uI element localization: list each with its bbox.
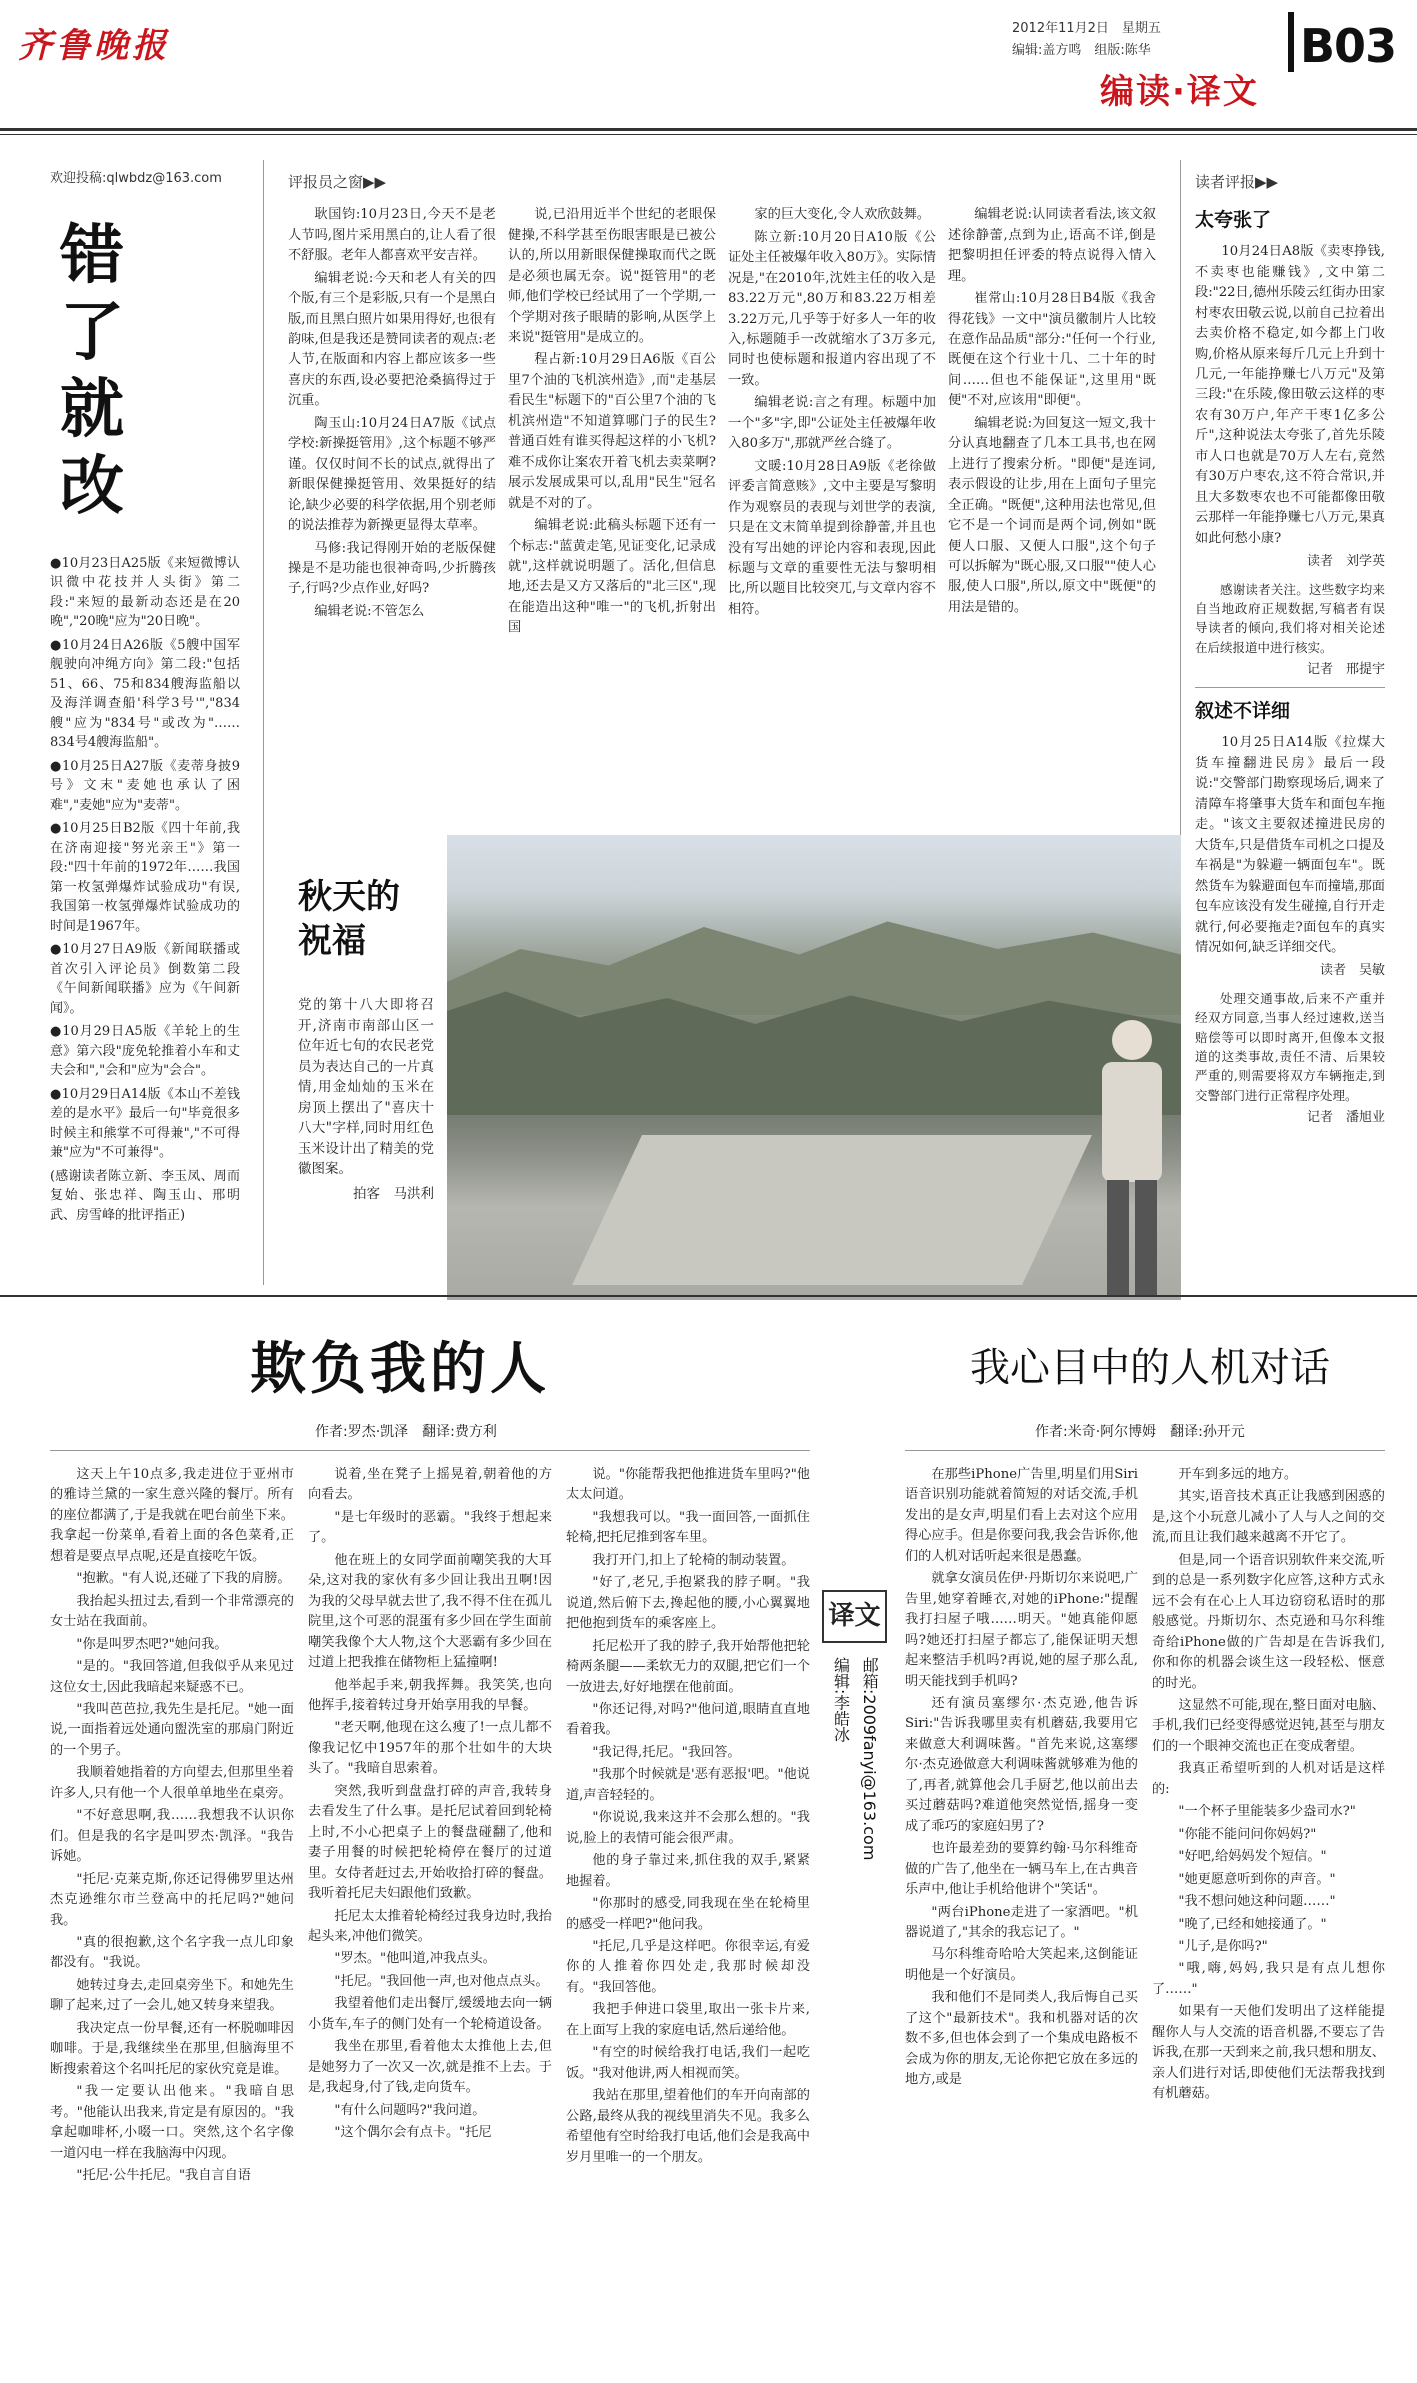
mountain-shape	[447, 905, 1181, 1015]
article2-title: 我心目中的人机对话	[970, 1345, 1330, 1391]
paragraph: 也许最差劲的要算约翰·马尔科维奇做的广告了,他坐在一辆马车上,在古典音乐声中,他让手机给他讲个"笑话"。	[905, 1841, 1138, 1898]
paragraph: 托尼松开了我的脖子,我开始帮他把轮椅两条腿——柔软无力的双腿,把它们一个一放进去,好好地摆在他前面。	[566, 1638, 810, 1695]
section-title: 编读·译文	[1100, 72, 1259, 112]
correction-item: (感谢读者陈立新、李玉凤、周而复始、张忠祥、陶玉山、邢明武、房雪峰的批评指正)	[50, 1168, 240, 1223]
paragraph: 如果有一天他们发明出了这样能提醒你人与人交流的语音机器,不要忘了告诉我,在那一天到来之前,我只想和朋友、亲人们进行对话,即使他们无法帮我找到有机蘑菇。	[1152, 2004, 1385, 2102]
caption-text: 党的第十八大即将召开,济南市南部山区一位年近七旬的农民老党员为表达自己的一片真情,用金灿灿的玉米在房顶上摆出了"喜庆十八大"字样,同时用红色玉米设计出了精美的党徽图案。	[298, 997, 434, 1178]
paragraph: 我决定点一份早餐,还有一杯脱咖啡因咖啡。于是,我继续坐在那里,但脑海里不断搜索着这个名叫托尼的家伙究竟是谁。	[50, 2020, 294, 2077]
paragraph: "儿子,是你吗?"	[1178, 1938, 1268, 1954]
paragraph: 他的身子靠过来,抓住我的双手,紧紧地握着。	[566, 1853, 810, 1889]
paragraph: "我想我可以。"我一面回答,一面抓住轮椅,把托尼推到客车里。	[566, 1509, 810, 1546]
paragraph: "你说说,我来这并不会那么想的。"我说,脸上的表情可能会很严肃。	[566, 1810, 810, 1846]
reader-kicker: 读者评报▶▶	[1195, 173, 1279, 191]
divider	[0, 1295, 1417, 1297]
reader-item1-signature: 读者 刘学英	[1306, 554, 1385, 570]
reader-item1-reporter: 记者 邢提宇	[1306, 662, 1385, 678]
paragraph: 我站在那里,望着他们的车开向南部的公路,最终从我的视线里消失不见。我多么希望他有空时给我打电话,他们会是我高中岁月里唯一的一个朋友。	[566, 2088, 810, 2165]
reader-item2-reply	[1195, 989, 1385, 1105]
review-kicker: 评报员之窗▶▶	[288, 173, 387, 191]
paragraph: 我望着他们走出餐厅,缓缓地去向一辆小货车,车子的侧门处有一个轮椅道设备。	[308, 1996, 552, 2032]
paragraph: "有什么问题吗?"我问道。	[334, 2102, 486, 2118]
paragraph: "是七年级时的恶霸。"我终于想起来了。	[308, 1509, 552, 1546]
article2-body	[905, 1465, 1385, 2365]
paragraph: "我那个时候就是'恶有恶报'吧。"他说道,声音轻轻的。	[566, 1767, 810, 1803]
paragraph: 编辑老说:为回复这一短文,我十分认真地翻查了几本工具书,也在网上进行了搜索分析。"即便"是连词,表示假设的让步,用在上面句子里完全正确。"既便",这种用法也常见,但它不是一个词而是两个词,例如"既便人口服、又便人口服",这个句子可以拆解为"既心服,又口服""使人心服,使人口服",所以,原文中"既便"的用法是错的。	[948, 415, 1156, 615]
paragraph: 就拿女演员佐伊·丹斯切尔来说吧,广告里,她穿着睡衣,对她的iPhone:"提醒我打扫屋子哦……明天。"她真能仰愿吗?她还打扫屋子都忘了,能保证明天想起来整洁手机吗?再说,她的屋子那么乱,明天能找到手机吗?	[905, 1571, 1138, 1689]
divider	[263, 160, 264, 1285]
paragraph: 陶玉山:10月24日A7版《试点学校:新操挺管用》,这个标题不够严谨。仅仅时间不长的试点,就得出了新眼保健操挺管用、效果挺好的结论,缺少必要的科学依据,用个别老师的说法推荐为新操更显得太草率。	[288, 415, 496, 534]
page-number-bar	[1288, 12, 1294, 72]
paragraph: 这天上午10点多,我走进位于亚州市的雅诗兰黛的一家生意兴隆的餐厅。所有的座位都满了,于是我就在吧台前坐下来。我拿起一份菜单,看着上面的各色菜肴,正想着是要点早点呢,还是直接吃午饭。	[50, 1467, 294, 1564]
review-col-3	[728, 205, 936, 641]
paragraph: 还有演员塞缪尔·杰克逊,他告诉Siri:"告诉我哪里卖有机蘑菇,我要用它来做意大利调味酱。"首先来说,这塞缪尔·杰克逊做意大利调味酱就够难为他的了,再者,就算他会几手厨艺,他以前出去买过蘑菇吗?难道他突然觉悟,摇身一变成了乖巧的家庭妇男了?	[905, 1695, 1138, 1834]
paragraph: "我叫芭芭拉,我先生是托尼。"她一面说,一面指着远处通向盥洗室的那扇门附近的一个男子。	[50, 1701, 294, 1758]
paragraph: 编辑老说:认同读者看法,该文叙述徐静蕾,点到为止,语高不详,倒是把黎明担任评委的特点说得入情入理。	[948, 207, 1156, 284]
paragraph: 崔常山:10月28日B4版《我舍得花钱》一文中"演员徽制片人比较在意作品品质"部分:"任何一个行业,既便在这个行业十几、二十年的时间……但也不能保证",这里用"既便"不对,应该用"即便"。	[948, 291, 1156, 409]
divider	[1195, 687, 1385, 688]
review-section	[288, 172, 1168, 812]
paragraph: 我坐在那里,看着他太太推他上去,但是她努力了一次又一次,就是推不上去。于是,我起身,付了钱,走向货车。	[308, 2039, 552, 2096]
reader-item2-body	[1195, 733, 1385, 958]
reader-review-column	[1195, 172, 1385, 1282]
paragraph: "你还记得,对吗?"他问道,眼睛直直地看着我。	[566, 1701, 810, 1738]
article1-col-3	[566, 1465, 810, 2365]
paragraph: "你那时的感受,同我现在坐在轮椅里的感受一样吧?"他问我。	[566, 1896, 810, 1932]
photo-title: 秋天的祝福	[298, 877, 400, 962]
issue-date: 2012年11月2日 星期五	[1012, 21, 1161, 36]
reader-item1-reply	[1195, 580, 1385, 658]
paragraph: 马尔科维奇哈哈大笑起来,这倒能证明他是一个好演员。	[905, 1947, 1138, 1983]
paragraph: 10月25日A14版《拉煤大货车撞翻进民房》最后一段说:"交警部门勘察现场后,调来了清障车将肇事大货车和面包车拖走。"该文主要叙述撞进民房的大货车,只是借货车司机之口提及车祸是"为躲避一辆面包车"。既然货车为躲避面包车而撞墙,那面包车应该没有发生碰撞,自行开走就行,何必要拖走?面包车的真实情况如何,缺乏详细交代。	[1195, 735, 1385, 955]
paragraph: 说着,坐在凳子上摇晃着,朝着他的方向看去。	[308, 1467, 552, 1503]
paragraph: 托尼太太推着轮椅经过我身边时,我抬起头来,冲他们微笑。	[308, 1908, 552, 1944]
paragraph: 我打开门,扣上了轮椅的制动装置。	[592, 1552, 795, 1568]
review-col-1	[288, 205, 496, 641]
reader-item1-title: 太夸张了	[1195, 209, 1272, 232]
paragraph: "好了,老兄,手抱紧我的脖子啊。"我说道,然后俯下去,搀起他的腰,小心翼翼地把他抱到货车的乘客座上。	[566, 1575, 810, 1632]
paragraph: 我和他们不是同类人,我后悔自己买了这个"最新技术"。我和机器对话的次数不多,但也体会到了一个集成电路板不会成为你的朋友,无论你把它放在多远的地方,或是	[905, 1990, 1138, 2088]
correction-item: ●10月29日A14版《本山不差钱 差的是水平》最后一句"毕竟很多时候主和熊掌不可得兼","不可得兼"应为"不可兼得"。	[50, 1086, 240, 1161]
farmer-figure	[1087, 1010, 1177, 1300]
paragraph: 10月24日A8版《卖枣挣钱,不卖枣也能赚钱》,文中第二段:"22日,德州乐陵云红街办田家村枣农田敬云说,以前自己拉着出去卖价格不稳定,如今都上门收购,价格从原来每斤几元上升到十几元,一年能挣赚七八万元"及第三段:"在乐陵,像田敬云这样的枣农有30万户,年产干枣1亿多公斤",这种说法太夸张了,首先乐陵市人口也就是70万人左右,竟然有30万户枣农,这不符合常识,并且大多数枣农也不可能都像田敬云那样一年能挣赚七八万元,果真如此何愁小康?	[1195, 244, 1385, 546]
paragraph: 我顺着她指着的方向望去,但那里坐着许多人,只有他一个人很单单地坐在桌旁。	[50, 1765, 294, 1801]
correction-item: ●10月24日A26版《5艘中国军舰驶向冲绳方向》第二段:"包括51、66、75和834艘海监船以及海洋调查船'科学3号'","834艘"应为"834号"或改为"……834号4艘海监船"。	[50, 637, 240, 751]
paragraph: "她更愿意听到你的声音。"	[1178, 1871, 1336, 1887]
paragraph: "托尼,几乎是这样吧。你很幸运,有爱你的人推着你四处走,我那时候却没有。"我回答他。	[566, 1938, 810, 1995]
photo-caption	[298, 995, 434, 1204]
paragraph: "老天啊,他现在这么瘦了!一点儿都不像我记忆中1957年的那个壮如牛的大块头了。"我暗自思索着。	[308, 1720, 552, 1777]
paragraph: "托尼·克莱克斯,你还记得佛罗里达州杰克逊维尔市兰登高中的托尼吗?"她问我。	[50, 1871, 294, 1928]
paragraph: "是的。"我回答道,但我似乎从来见过这位女士,因此我暗起来疑惑不已。	[50, 1659, 294, 1695]
reader-item2-reporter: 记者 潘旭业	[1306, 1110, 1385, 1126]
reader-item2-title: 叙述不详细	[1195, 700, 1291, 723]
paragraph: 她转过身去,走回桌旁坐下。和她先生聊了起来,过了一会儿,她又转身来望我。	[50, 1977, 294, 2014]
page-editors: 编辑:盖方鸣 组版:陈华	[1012, 43, 1151, 58]
correction-item: ●10月27日A9版《新闻联播或首次引入评论员》倒数第二段《午间新闻联播》应为《午间新闻》。	[50, 942, 240, 1016]
corrections-column	[50, 170, 240, 1280]
paragraph: 说,已沿用近半个世纪的老眼保健操,不科学甚至伤眼害眼是已被公认的,所以用新眼保健操取而代之既是必须也属无奈。说"挺管用"的老师,他们学校已经试用了一个学期,一个学期对孩子眼睛的影响,从医学上来说"挺管用"是成立的。	[508, 207, 716, 346]
photo-credit: 拍客 马洪利	[353, 1185, 434, 1202]
paragraph: 但是,同一个语音识别软件来交流,听到的总是一系列数字化应答,这种方式永远不会有在心上人耳边窃窃私语时的那般感觉。丹斯切尔、杰克逊和马尔科维奇给iPhone做的广告却是在告诉我们,你和你的机器会谈生这一段轻松、惬意的时光。	[1152, 1552, 1385, 1691]
masthead	[0, 0, 1417, 112]
paragraph: 编辑老说:今天和老人有关的四个版,有三个是彩版,只有一个是黑白版,而且黑白照片如果用得好,也很有韵味,但是我还是赞同读者的观点:老人节,在版面和内容上都应该多一些喜庆的东西,设必要把沧桑搞得过于沉重。	[288, 270, 496, 409]
submission-email: 欢迎投稿:qlwbdz@163.com	[50, 171, 222, 186]
paragraph: 说。"你能帮我把他推进货车里吗?"他太太问道。	[566, 1467, 810, 1503]
article2-byline: 作者:米奇·阿尔博姆 翻译:孙开元	[1035, 1424, 1245, 1440]
tab-editor: 编辑:李皓冰	[831, 1656, 851, 1743]
article1-byline: 作者:罗杰·凯泽 翻译:费方利	[315, 1424, 497, 1440]
translation-tab	[822, 1590, 887, 2110]
article1-title: 欺负我的人	[250, 1337, 550, 1402]
article2-col-2	[1152, 1465, 1385, 2365]
tab-email: 邮箱:2009fanyi@163.com	[860, 1656, 880, 1861]
paragraph: 耿国钧:10月23日,今天不是老人节吗,图片采用黑白的,让人看了很不舒服。老年人都喜欢平安吉祥。	[288, 207, 496, 264]
paragraph: 马修:我记得刚开始的老版保健操是不是功能也很神奇吗,少折腾孩子,行吗?少点作业,好吗?	[288, 540, 496, 597]
paragraph: "一个杯子里能装多少盎司水?"	[1178, 1804, 1356, 1820]
paragraph: 我抬起头扭过去,看到一个非常漂亮的女士站在我面前。	[50, 1593, 294, 1630]
paragraph: 这显然不可能,现在,整日面对电脑、手机,我们已经变得感觉迟钝,甚至与朋友们的一个眼神交流也正在变成奢望。	[1152, 1697, 1385, 1754]
paragraph: 编辑老说:不管怎么	[314, 603, 425, 619]
paragraph: 在那些iPhone广告里,明星们用Siri语音识别功能就着简短的对话交流,手机发出的是女声,明星们看上去对这个应用得心应手。但是你要问我,我会告诉你,他们的人机对话听起来很是愚蠢。	[905, 1467, 1138, 1564]
corrections-list	[50, 554, 240, 1226]
paragraph: "不好意思啊,我……我想我不认识你们。但是我的名字是叫罗杰·凯泽。"我告诉她。	[50, 1808, 294, 1865]
paragraph: "托尼。"我回他一声,也对他点点头。	[334, 1973, 549, 1989]
reader-item1-body	[1195, 242, 1385, 549]
paragraph: 家的巨大变化,令人欢欣鼓舞。	[754, 207, 931, 223]
paragraph: "哦,嗨,妈妈,我只是有点儿想你了……"	[1152, 1961, 1385, 1997]
correction-item: ●10月25日A27版《麦蒂身披9号》文末"麦她也承认了困难","麦她"应为"麦蒂"。	[50, 758, 240, 813]
paragraph: "两台iPhone走进了一家酒吧。"机器说道了,"其余的我忘记了。"	[905, 1904, 1138, 1940]
correction-item: ●10月23日A25版《来短微博认识微中花技并人头街》第二段:"来短的最新动态还是在20晚","20晚"应为"20日晚"。	[50, 555, 240, 630]
paragraph: "托尼·公牛托尼。"我自言自语	[76, 2167, 251, 2183]
divider	[50, 1450, 810, 1451]
paragraph: "晚了,已经和她接通了。"	[1178, 1916, 1327, 1932]
paragraph: 陈立新:10月20日A10版《公证处主任被爆年收入80万》。实际情况是,"在2010年,沈姓主任的收入是83.22万元",80万和83.22万相差3.22万元,几乎等于好多人一年的收入,标题随手一改就缩水了3万多元,同时也使标题和报道内容出现了不一致。	[728, 229, 936, 388]
paragraph: "这个偶尔会有点卡。"托尼	[334, 2125, 492, 2141]
paragraph: "真的很抱歉,这个名字我一点儿印象都没有。"我说。	[50, 1934, 294, 1971]
corn-display-roof	[572, 1135, 1092, 1285]
top-rule-thin	[0, 134, 1417, 135]
paragraph: 编辑老说:言之有理。标题中加一个"多"字,即"公证处主任被爆年收入80多万",那就严丝合缝了。	[728, 395, 936, 452]
paragraph: 其实,语音技术真正让我感到困惑的是,这个小玩意儿减小了人与人之间的交流,而且让我们越来越离不开它了。	[1152, 1489, 1385, 1546]
paragraph: 开车到多远的地方。	[1178, 1467, 1298, 1482]
paragraph: "有空的时候给我打电话,我们一起吃饭。"我对他讲,两人相视而笑。	[566, 2045, 810, 2081]
top-rule	[0, 128, 1417, 131]
article2-col-1	[905, 1465, 1138, 2365]
paragraph: "你能不能问问你妈妈?"	[1178, 1826, 1317, 1842]
tab-label: 译文	[822, 1590, 887, 1643]
reader-item2-signature: 读者 吴敏	[1319, 963, 1385, 979]
corrections-title: 错了就改	[60, 219, 146, 524]
paragraph: 编辑老说:此稿头标题下还有一个标志:"蓝黄走笔,见证变化,记录成就",这样就说明题了。活化,但信息地,还去是又方又落后的"北三区",现在能造出这种"唯一"的飞机,折射出国	[508, 518, 716, 636]
photo-corn-rooftop	[447, 835, 1181, 1300]
article1-body	[50, 1465, 810, 2365]
paragraph: 他在班上的女同学面前嘲笑我的大耳朵,这对我的家伙有多少回让我出丑啊!因为我的父母早就去世了,我不得不住在孤儿院里,这个可恶的混蛋有多少回在学生面前嘲笑我像个大人物,这个大恶霸有多少回在过道上把我推在储物柜上猛撞啊!	[308, 1552, 552, 1671]
article1-col-1	[50, 1465, 294, 2365]
paragraph: 感谢读者关注。这些数字均来自当地政府正规数据,写稿者有误导读者的倾向,我们将对相关论述在后续报道中进行核实。	[1195, 581, 1385, 655]
paragraph: "罗杰。"他叫道,冲我点头。	[334, 1951, 496, 1967]
paragraph: "你是叫罗杰吧?"她问我。	[76, 1636, 228, 1652]
review-col-4	[948, 205, 1156, 641]
paragraph: "好吧,给妈妈发个短信。"	[1178, 1849, 1327, 1865]
paragraph: 突然,我听到盘盘打碎的声音,我转身去看发生了什么事。是托尼试着回到轮椅上时,不小心把桌子上的餐盘碰翻了,他和妻子用餐的时候把轮椅停在餐厅的过道里。女侍者赶过去,开始收拾打碎的餐盘。我听着托尼夫妇跟他们致歉。	[308, 1783, 552, 1902]
paragraph: 我把手伸进口袋里,取出一张卡片来,在上面写上我的家庭电话,然后递给他。	[566, 2002, 810, 2038]
paragraph: 文暖:10月28日A9版《老徐做评委言简意赅》,文中主要是写黎明作为观察员的表现与刘世学的表演,只是在文末简单提到徐静蕾,并且也没有写出她的评论内容和表现,因此标题与文章的重要性无法与黎明相比,所以题目比较突兀,与文章内容不相符。	[728, 458, 936, 617]
paragraph: "我记得,托尼。"我回答。	[592, 1744, 741, 1760]
page-number: B03	[1300, 19, 1397, 73]
paragraph: 我真正希望听到的人机对话是这样的:	[1152, 1761, 1385, 1797]
paragraph: "我不想问她这种问题……"	[1178, 1894, 1336, 1910]
paragraph: "我一定要认出他来。"我暗自思考。"他能认出我来,肯定是有原因的。"我拿起咖啡杯,小啜一口。突然,这个名字像一道闪电一样在我脑海中闪现。	[50, 2084, 294, 2161]
divider	[905, 1450, 1385, 1451]
correction-item: ●10月25日B2版《四十年前,我在济南迎接"努光亲王"》第一段:"四十年前的1972年……我国第一枚氢弹爆炸试验成功"有误,我国第一枚氢弹爆炸试验成功的时间是1967年。	[50, 821, 240, 934]
paragraph: 他举起手来,朝我挥舞。我笑笑,也向他挥手,接着转过身开始享用我的早餐。	[308, 1677, 552, 1713]
paragraph: "抱歉。"有人说,还碰了下我的肩膀。	[76, 1571, 291, 1587]
paragraph: 程占新:10月29日A6版《百公里7个油的飞机滨州造》,而"走基层看民生"标题下的"百公里7个油的飞机滨州造"不知道算哪门子的民生?普通百姓有谁买得起这样的小飞机?难不成你让案农开着飞机去卖菜啊?展示发展成果可以,乱用"民生"冠名就是不对的了。	[508, 352, 716, 511]
newspaper-logo: 齐鲁晚报	[18, 26, 170, 66]
article1-col-2	[308, 1465, 552, 2365]
correction-item: ●10月29日A5版《羊轮上的生意》第六段"庞免轮推着小车和丈夫会和","会和"应为"会合"。	[50, 1024, 240, 1079]
paragraph: 处理交通事故,后来不产重并经双方同意,当事人经过速救,送当赔偿等可以即时离开,但像本文报道的这类事故,责任不清、后果较严重的,则需要将双方车辆拖走,到交警部门进行正常程序处理。	[1195, 990, 1385, 1103]
review-col-2	[508, 205, 716, 641]
